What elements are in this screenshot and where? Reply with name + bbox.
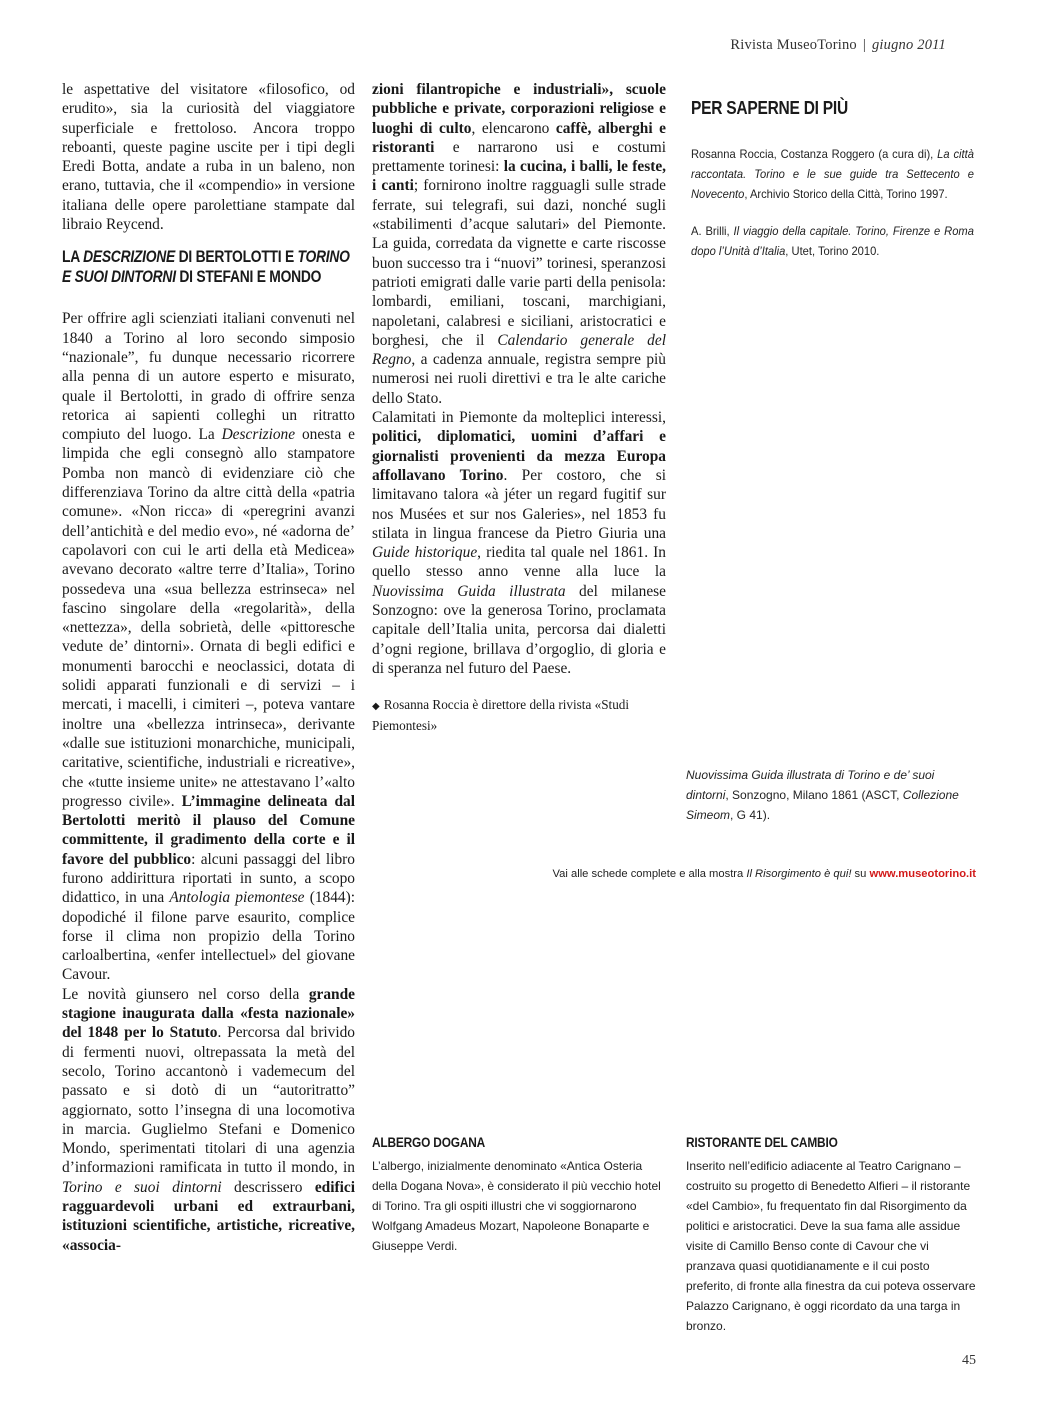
section-heading: LA DESCRIZIONE DI BERTOLOTTI E TORINO E SUOI DINTORNI DI STEFANI E MONDO [62,248,350,287]
image-caption: Nuovissima Guida illustrata di Torino e de’ suoi dintorni, Sonzogno, Milano 1861 (ASCT, Collezione Simeom, G 41). [686,768,959,822]
website-promo: Vai alle schede complete e alla mostra Il Risorgimento è qui! su www.museotorino.it [552,868,976,880]
website-link[interactable]: www.museotorino.it [869,868,976,880]
reference-item: Rosanna Roccia, Costanza Roggero (a cura di), La città raccontata. Torino e le sue guide tra Settecento e Novecento, Archivio Storico della Città, Torino 1997. [691,147,974,201]
paragraph: Calamitati in Piemonte da molteplici interessi, politici, diplomatici, uomini d’affari e giornalisti provenienti da mezza Europa affollavano Torino. Per costoro, che si limitavano talora «à jéter un regard fugitif sur nos Musées et sur nos Galeries», nel 1853 fu stilata in lingua francese da Pietro Giuria una Guide historique, riedita tal quale nel 1861. In quello stesso anno venne alla luce la Nuovissima Guida illustrata del milanese Sonzogno: ove la generosa Torino, proclamata capitale dell’Italia unita, percorsa dai dialetti d’ogni regione, brillava d’orgoglio, di gloria e di speranza nel futuro del Paese. [372,409,666,677]
sidebar-title: PER SAPERNE DI PIÙ [691,97,848,118]
author-footnote: ◆ Rosanna Roccia è direttore della rivista «Studi Piemontesi» [372,697,630,734]
box-title: RISTORANTE DEL CAMBIO [686,1135,838,1150]
magazine-name: Rivista MuseoTorino [730,37,857,53]
box-title: ALBERGO DOGANA [372,1135,486,1150]
box-text: L’albergo, inizialmente denominato «Antica Osteria della Dogana Nova», è considerato il più vecchio hotel di Torino. Tra gli ospiti illustri che vi soggiornarono Wolfgang Amadeus Mozart, Napoleone Bonaparte e Giuseppe Verdi. [372,1159,661,1253]
paragraph: le aspettative del visitatore «filosofico, od erudito», sia la curiosità del viaggiatore superficiale e frettoloso. Ancora troppo reboanti, queste pagine uscite per i tipi degli Eredi Botta, andate a ruba in un baleno, non erano, tuttavia, che il «compendio» in versione italiana delle opere parolettiane stampate dal libraio Reycend. [62,81,355,234]
paragraph: Per offrire agli scienziati italiani convenuti nel 1840 a Torino al loro secondo simposio “nazionale”, fu dunque necessario ricorrere alla penna di un autore esperto e misurato, quale il Bertolotti, in grado di offrire senza retorica ai sapienti colleghi un ritratto compiuto del luogo. La Descrizione onesta e limpida che egli consegnò allo stampatore Pomba non mancò di evidenziare ciò che differenziava Torino da altre città della «patria comune». «Non ricca» di «peregrini avanzi dell’antichità e del medio evo», né «adorna de’ capolavori con cui le arti della età Medicea» avevano decorato «altre terre d’Italia», Torino possedeva una «sua bellezza estrinseca» nel fascino singolare della «regolarità», della «nettezza», della sobrietà, delle «pittoresche vedute de’ dintorni». Ornata di begli edifici e monumenti barocchi e neoclassici, dotata di solidi apparati funzionali e di servizi – i mercati, i macelli, i cimiteri –, poteva vantare inoltre una «bellezza intrinseca», derivante «dalle sue istituzioni monarchiche, municipali, caritative, scientifiche, industriali e ricreative», che «tutte insieme unite» ne attestavano l’«alto progresso civile». L’immagine delineata dal Bertolotti meritò il plauso del Comune committente, il gradimento della corte e il favore del pubblico: alcuni passaggi del libro furono addirittura riportati in sunto, a scopo didattico, in una Antologia piemontese (1844): dopodiché il filone parve esaurito, complice forse il clima non propizio della Torino carloalbertina, «enfer intellectuel» del giovane Cavour. [62,310,356,984]
further-reading-sidebar [691,98,974,278]
info-box-albergo-dogana [372,1134,662,1256]
diamond-icon: ◆ [372,701,380,713]
page-number: 45 [962,1353,976,1368]
article-column-2 [372,80,666,735]
header-separator: | [862,37,866,53]
box-text: Inserito nell’edificio adiacente al Teatro Carignano – costruito su progetto di Benedetto Alfieri – il ristorante «del Cambio», fu frequentato fin dal Risorgimento da politici e aristocratici. Deve la sua fama alle assidue visite di Camillo Benso conte di Cavour che vi pranzava quasi quotidianamente e il cui posto preferito, di fronte alla finestra da cui poteva osservare Palazzo Carignano, è oggi ricordato da una targa in bronzo. [686,1159,976,1333]
article-column-1 [62,80,355,1255]
info-box-ristorante-cambio [686,1134,976,1336]
paragraph: zioni filantropiche e industriali», scuole pubbliche e private, corporazioni religiose e luoghi di culto, elencarono caffè, alberghi e ristoranti e narrarono usi e costumi prettamente torinesi: la cucina, i balli, le feste, i canti; fornirono inoltre ragguagli sulle strade ferrate, sui telegrafi, sui dazi, nonché sugli «stabilimenti d’acque salutari» del Piemonte. La guida, corredata da vignette e carte riscosse buon successo tra i “nuovi” torinesi, speranzosi patrioti emigrati dalle varie parti della penisola: lombardi, emiliani, toscani, marchigiani, napoletani, calabresi e siciliani, aristocratici e borghesi, che il Calendario generale del Regno, a cadenza annuale, registra sempre più numerosi nei ruoli direttivi e tra le alte cariche dello Stato. [372,81,666,407]
paragraph: Le novità giunsero nel corso della grande stagione inaugurata dalla «festa nazionale» del 1848 per lo Statuto. Percorsa dal brivido di fermenti nuovi, oltrepassata la metà del secolo, Torino accantonò i vademecum del passato e si dotò di un “autoritratto” aggiornato, sotto l’insegna di una locomotiva in marcia. Guglielmo Stefani e Domenico Mondo, sperimentati titolari di una agenzia d’informazioni ramificata in tutto il mondo, in Torino e suoi dintorni descrissero edifici ragguardevoli urbani ed extraurbani, istituzioni scientifiche, artistiche, ricreative, «associa- [62,985,356,1254]
issue-date: giugno 2011 [871,37,946,53]
running-header [730,37,946,54]
reference-item: A. Brilli, Il viaggio della capitale. Torino, Firenze e Roma dopo l’Unità d’Italia, Utet, Torino 2010. [691,224,974,258]
